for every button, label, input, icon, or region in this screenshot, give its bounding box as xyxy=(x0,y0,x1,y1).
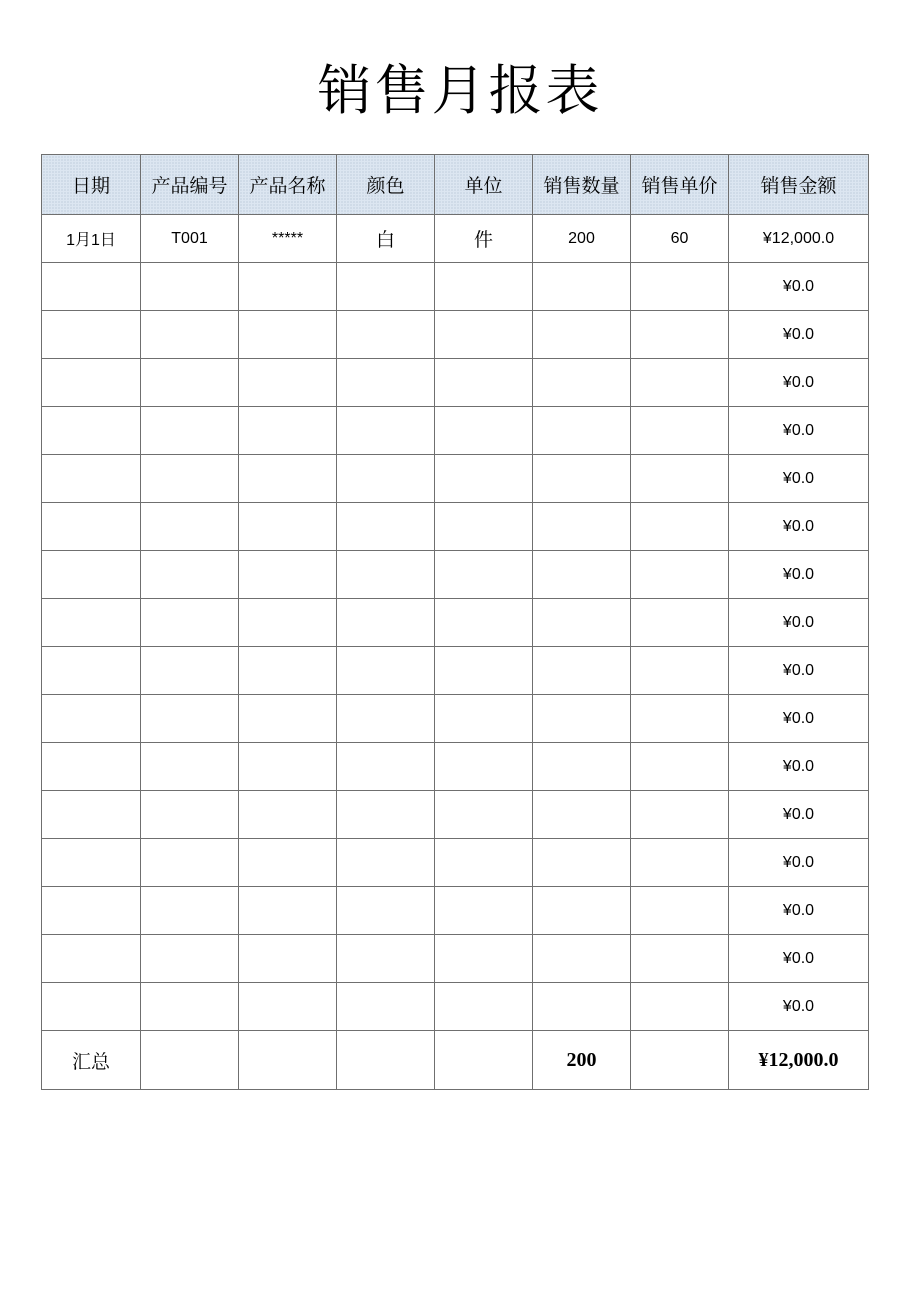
cell-product-code xyxy=(141,311,239,359)
table-body xyxy=(42,215,869,1031)
header-product-code: 产品编号 xyxy=(141,155,239,215)
cell-color xyxy=(337,983,435,1031)
cell-date xyxy=(42,503,141,551)
cell-unit-price xyxy=(631,311,729,359)
cell-sales-quantity: 200 xyxy=(533,215,631,263)
cell-sales-quantity xyxy=(533,551,631,599)
cell-product-name xyxy=(239,503,337,551)
cell-color xyxy=(337,311,435,359)
cell-unit-price xyxy=(631,455,729,503)
cell-sales-quantity xyxy=(533,743,631,791)
cell-date xyxy=(42,647,141,695)
summary-label: 汇总 xyxy=(42,1031,141,1090)
cell-sales-amount: ¥0.0 xyxy=(729,935,869,983)
cell-unit-price xyxy=(631,263,729,311)
cell-color xyxy=(337,503,435,551)
cell-sales-amount: ¥0.0 xyxy=(729,599,869,647)
header-sales-quantity: 销售数量 xyxy=(533,155,631,215)
summary-total-quantity: 200 xyxy=(533,1031,631,1090)
table-row xyxy=(42,503,869,551)
header-sales-amount: 销售金额 xyxy=(729,155,869,215)
cell-product-code xyxy=(141,263,239,311)
page-title: 销售月报表 xyxy=(317,59,603,122)
cell-unit xyxy=(435,359,533,407)
cell-unit-price xyxy=(631,743,729,791)
header-color: 颜色 xyxy=(337,155,435,215)
cell-sales-quantity xyxy=(533,359,631,407)
cell-color xyxy=(337,359,435,407)
cell-date xyxy=(42,839,141,887)
summary-cell-empty xyxy=(631,1031,729,1090)
cell-unit-price xyxy=(631,599,729,647)
cell-product-name xyxy=(239,791,337,839)
cell-product-name xyxy=(239,695,337,743)
table-row xyxy=(42,839,869,887)
cell-date xyxy=(42,695,141,743)
cell-product-name xyxy=(239,551,337,599)
summary-cell-empty xyxy=(337,1031,435,1090)
cell-color xyxy=(337,599,435,647)
cell-sales-amount: ¥0.0 xyxy=(729,743,869,791)
cell-unit-price xyxy=(631,791,729,839)
cell-sales-quantity xyxy=(533,503,631,551)
cell-product-code xyxy=(141,551,239,599)
cell-product-name xyxy=(239,647,337,695)
cell-unit: 件 xyxy=(435,215,533,263)
table-row xyxy=(42,791,869,839)
cell-color xyxy=(337,263,435,311)
cell-date xyxy=(42,743,141,791)
cell-sales-quantity xyxy=(533,695,631,743)
cell-sales-amount: ¥0.0 xyxy=(729,263,869,311)
cell-unit-price xyxy=(631,647,729,695)
cell-sales-quantity xyxy=(533,455,631,503)
table-row xyxy=(42,263,869,311)
cell-sales-quantity xyxy=(533,263,631,311)
cell-sales-amount: ¥0.0 xyxy=(729,695,869,743)
table-row xyxy=(42,551,869,599)
cell-sales-quantity xyxy=(533,791,631,839)
cell-unit xyxy=(435,263,533,311)
table-row xyxy=(42,599,869,647)
table-row xyxy=(42,647,869,695)
cell-sales-amount: ¥0.0 xyxy=(729,359,869,407)
cell-product-name xyxy=(239,455,337,503)
cell-unit xyxy=(435,983,533,1031)
header-row xyxy=(42,155,869,215)
cell-product-code xyxy=(141,455,239,503)
cell-color xyxy=(337,551,435,599)
cell-date xyxy=(42,935,141,983)
sales-report-table xyxy=(41,154,869,1090)
cell-unit xyxy=(435,743,533,791)
cell-product-code xyxy=(141,935,239,983)
cell-product-name xyxy=(239,311,337,359)
cell-color xyxy=(337,887,435,935)
table-row xyxy=(42,983,869,1031)
cell-color xyxy=(337,935,435,983)
cell-sales-amount: ¥0.0 xyxy=(729,647,869,695)
cell-sales-amount: ¥0.0 xyxy=(729,311,869,359)
cell-sales-amount: ¥0.0 xyxy=(729,983,869,1031)
cell-date xyxy=(42,359,141,407)
cell-unit-price xyxy=(631,887,729,935)
cell-date xyxy=(42,407,141,455)
cell-date xyxy=(42,887,141,935)
table-row xyxy=(42,743,869,791)
cell-color xyxy=(337,455,435,503)
cell-product-code xyxy=(141,647,239,695)
summary-cell-empty xyxy=(239,1031,337,1090)
table-row xyxy=(42,935,869,983)
table-row xyxy=(42,695,869,743)
cell-date xyxy=(42,791,141,839)
cell-unit xyxy=(435,647,533,695)
cell-sales-quantity xyxy=(533,935,631,983)
cell-unit xyxy=(435,455,533,503)
cell-color: 白 xyxy=(337,215,435,263)
cell-date xyxy=(42,599,141,647)
table-row xyxy=(42,455,869,503)
table-row xyxy=(42,215,869,263)
cell-color xyxy=(337,743,435,791)
cell-color xyxy=(337,647,435,695)
cell-unit xyxy=(435,599,533,647)
cell-sales-quantity xyxy=(533,407,631,455)
cell-sales-amount: ¥0.0 xyxy=(729,551,869,599)
cell-product-code xyxy=(141,599,239,647)
cell-date xyxy=(42,263,141,311)
cell-unit-price xyxy=(631,407,729,455)
cell-product-code xyxy=(141,791,239,839)
cell-date xyxy=(42,551,141,599)
cell-color xyxy=(337,407,435,455)
cell-product-name: ***** xyxy=(239,215,337,263)
cell-date xyxy=(42,311,141,359)
cell-product-code xyxy=(141,503,239,551)
cell-unit xyxy=(435,311,533,359)
cell-sales-amount: ¥0.0 xyxy=(729,839,869,887)
cell-unit xyxy=(435,695,533,743)
cell-product-name xyxy=(239,839,337,887)
cell-sales-quantity xyxy=(533,647,631,695)
cell-date xyxy=(42,983,141,1031)
cell-product-code xyxy=(141,743,239,791)
cell-product-code xyxy=(141,887,239,935)
cell-unit-price xyxy=(631,359,729,407)
cell-sales-amount: ¥0.0 xyxy=(729,455,869,503)
table-row xyxy=(42,887,869,935)
cell-unit-price: 60 xyxy=(631,215,729,263)
cell-color xyxy=(337,839,435,887)
table-row xyxy=(42,359,869,407)
cell-unit xyxy=(435,503,533,551)
cell-product-code xyxy=(141,407,239,455)
cell-unit xyxy=(435,887,533,935)
cell-date: 1月1日 xyxy=(42,215,141,263)
cell-product-code xyxy=(141,983,239,1031)
cell-unit-price xyxy=(631,839,729,887)
cell-product-name xyxy=(239,599,337,647)
cell-unit xyxy=(435,407,533,455)
cell-unit-price xyxy=(631,503,729,551)
header-product-name: 产品名称 xyxy=(239,155,337,215)
cell-unit-price xyxy=(631,551,729,599)
cell-sales-amount: ¥0.0 xyxy=(729,503,869,551)
header-date: 日期 xyxy=(42,155,141,215)
cell-product-name xyxy=(239,407,337,455)
cell-sales-amount: ¥0.0 xyxy=(729,407,869,455)
cell-sales-quantity xyxy=(533,983,631,1031)
cell-unit xyxy=(435,791,533,839)
header-unit-price: 销售单价 xyxy=(631,155,729,215)
cell-product-code: T001 xyxy=(141,215,239,263)
cell-product-name xyxy=(239,359,337,407)
cell-product-name xyxy=(239,887,337,935)
cell-unit-price xyxy=(631,695,729,743)
table-row xyxy=(42,311,869,359)
cell-sales-quantity xyxy=(533,839,631,887)
cell-product-code xyxy=(141,695,239,743)
cell-sales-quantity xyxy=(533,599,631,647)
summary-row xyxy=(42,1031,869,1090)
cell-sales-amount: ¥0.0 xyxy=(729,791,869,839)
cell-product-name xyxy=(239,983,337,1031)
cell-color xyxy=(337,791,435,839)
cell-date xyxy=(42,455,141,503)
summary-total-amount: ¥12,000.0 xyxy=(729,1031,869,1090)
cell-product-name xyxy=(239,743,337,791)
cell-sales-amount: ¥0.0 xyxy=(729,887,869,935)
header-unit: 单位 xyxy=(435,155,533,215)
cell-unit xyxy=(435,935,533,983)
cell-unit-price xyxy=(631,935,729,983)
cell-product-code xyxy=(141,839,239,887)
cell-unit xyxy=(435,839,533,887)
cell-sales-quantity xyxy=(533,887,631,935)
cell-product-name xyxy=(239,935,337,983)
cell-product-code xyxy=(141,359,239,407)
summary-cell-empty xyxy=(141,1031,239,1090)
cell-sales-quantity xyxy=(533,311,631,359)
cell-product-name xyxy=(239,263,337,311)
table-row xyxy=(42,407,869,455)
summary-cell-empty xyxy=(435,1031,533,1090)
cell-unit-price xyxy=(631,983,729,1031)
cell-sales-amount: ¥12,000.0 xyxy=(729,215,869,263)
cell-unit xyxy=(435,551,533,599)
cell-color xyxy=(337,695,435,743)
